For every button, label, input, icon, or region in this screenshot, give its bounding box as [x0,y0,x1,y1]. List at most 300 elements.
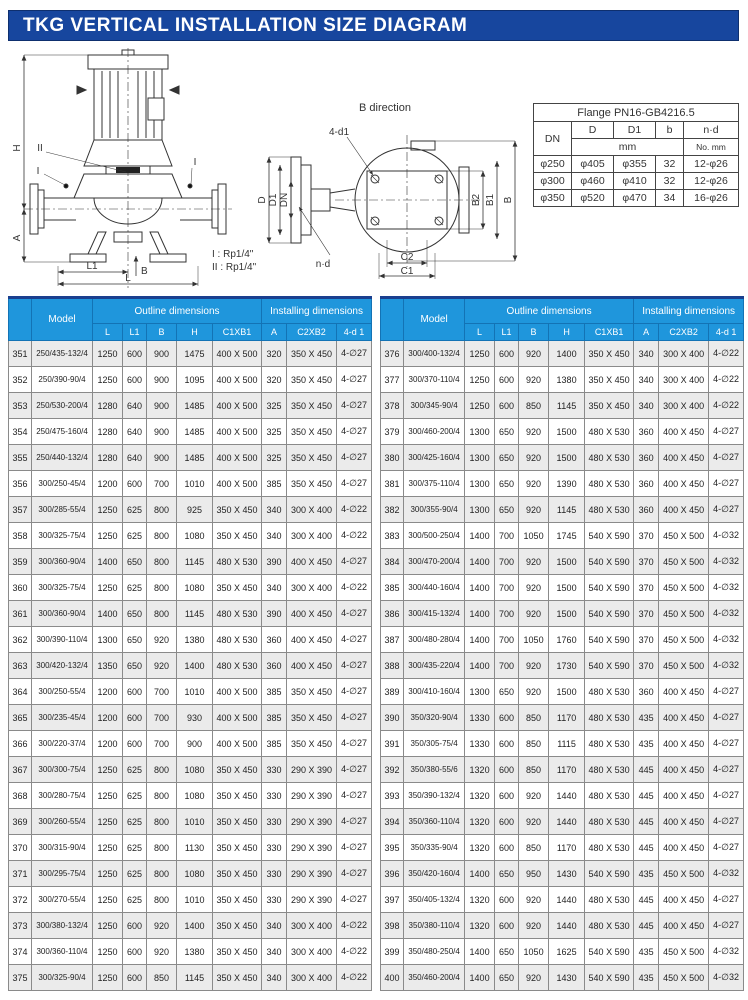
b-cell: 1050 [519,939,549,965]
model-cell: 300/420-132/4 [32,653,93,679]
row-number: 354 [9,419,32,445]
l-cell: 1400 [465,549,495,575]
row-number: 382 [381,497,404,523]
l1-cell: 625 [123,809,147,835]
row-number: 356 [9,471,32,497]
h-cell: 1500 [549,445,585,471]
a-cell: 370 [634,627,659,653]
b-cell: 800 [147,887,177,913]
c1xb1-cell: 350 X 450 [213,913,262,939]
c1xb1-cell: 480 X 530 [585,497,634,523]
l1-cell: 600 [495,705,519,731]
c1xb1-cell: 540 X 590 [585,601,634,627]
c1xb1-cell: 480 X 530 [585,757,634,783]
b-cell: 850 [147,965,177,991]
c2xb2-cell: 450 X 500 [659,575,709,601]
table-row [9,393,372,419]
h-cell: 1485 [177,393,213,419]
c1xb1-cell: 400 X 500 [213,445,262,471]
c1xb1-cell: 480 X 530 [585,471,634,497]
dim-label-L: L [125,273,131,284]
l-cell: 1400 [93,601,123,627]
row-number: 369 [9,809,32,835]
table-row [9,627,372,653]
dim-label-H: H [12,144,23,152]
table-row [381,939,744,965]
c2xb2-cell: 400 X 450 [659,757,709,783]
c2xb2-cell: 300 X 400 [659,341,709,367]
model-cell: 300/345-90/4 [404,393,465,419]
h-cell: 1010 [177,471,213,497]
l1-cell: 625 [123,887,147,913]
dim-label-A: A [12,234,23,242]
bolt-cell: 4-∅22 [709,341,744,367]
h-cell: 1115 [549,731,585,757]
table-row [381,835,744,861]
bolt-cell: 4-∅27 [337,835,372,861]
b-cell: 920 [147,913,177,939]
a-cell: 340 [262,497,287,523]
b-direction-diagram [235,95,535,290]
bolt-cell: 4-∅27 [709,809,744,835]
table-row [381,549,744,575]
c2xb2-cell: 350 X 450 [287,679,337,705]
model-cell: 300/325-75/4 [32,575,93,601]
flange-unit-mm: mm [572,139,684,156]
b-cell: 800 [147,757,177,783]
d-cell: φ405 [572,156,614,173]
bolt-cell: 4-∅27 [337,887,372,913]
l1-cell: 700 [495,627,519,653]
label-B1: B1 [485,193,496,207]
bolt-cell: 4-∅27 [337,783,372,809]
h-cell: 1010 [177,809,213,835]
model-cell: 300/440-160/4 [404,575,465,601]
b-cell: 900 [147,367,177,393]
col-B: B [519,324,549,341]
b-cell: 900 [147,445,177,471]
l-cell: 1400 [465,939,495,965]
c1xb1-cell: 540 X 590 [585,965,634,991]
c1xb1-cell: 350 X 450 [213,757,262,783]
l1-cell: 600 [495,887,519,913]
b-cell: 850 [519,757,549,783]
c2xb2-cell: 400 X 450 [659,887,709,913]
h-cell: 1500 [549,575,585,601]
dim-label-B: B [141,266,148,277]
l-cell: 1400 [465,575,495,601]
flange-table-title: Flange PN16-GB4216.5 [534,104,739,122]
c1xb1-cell: 350 X 450 [213,861,262,887]
table-row [9,965,372,991]
row-number: 379 [381,419,404,445]
a-cell: 325 [262,419,287,445]
table-row [381,471,744,497]
b-cell: 950 [519,861,549,887]
a-cell: 445 [634,913,659,939]
h-cell: 1080 [177,523,213,549]
l-cell: 1250 [93,835,123,861]
l1-cell: 600 [495,913,519,939]
l1-cell: 600 [495,835,519,861]
row-number: 377 [381,367,404,393]
l-cell: 1400 [465,601,495,627]
col-C2XB2: C2XB2 [287,324,337,341]
row-number: 390 [381,705,404,731]
c2xb2-cell: 290 X 390 [287,809,337,835]
row-number: 362 [9,627,32,653]
b-cell: 920 [519,809,549,835]
model-cell: 300/480-280/4 [404,627,465,653]
c2xb2-cell: 350 X 450 [287,341,337,367]
c1xb1-cell: 480 X 530 [585,887,634,913]
l1-cell: 600 [123,965,147,991]
l-cell: 1320 [465,835,495,861]
c1xb1-cell: 350 X 450 [213,887,262,913]
h-cell: 900 [177,731,213,757]
table-row [381,757,744,783]
c2xb2-cell: 400 X 450 [659,783,709,809]
l1-cell: 600 [495,809,519,835]
model-cell: 300/315-90/4 [32,835,93,861]
b-cell: 850 [519,705,549,731]
dn-cell: φ350 [534,190,572,207]
b-cell: 920 [519,887,549,913]
c2xb2-cell: 290 X 390 [287,783,337,809]
b-cell: 700 [147,679,177,705]
l1-cell: 600 [495,393,519,419]
diagram-section [0,45,748,293]
dim-label-L1: L1 [86,261,98,272]
c2xb2-cell: 350 X 450 [287,731,337,757]
c1xb1-cell: 400 X 500 [213,419,262,445]
a-cell: 445 [634,887,659,913]
table-row [381,887,744,913]
a-cell: 360 [634,497,659,523]
l-cell: 1250 [93,497,123,523]
table-row [381,445,744,471]
h-cell: 1380 [177,627,213,653]
model-cell: 300/360-110/4 [32,939,93,965]
model-header: Model [404,298,465,341]
a-cell: 360 [262,653,287,679]
b-cell: 850 [519,393,549,419]
model-cell: 300/500-250/4 [404,523,465,549]
l1-cell: 600 [123,471,147,497]
table-row [534,173,739,190]
l-cell: 1200 [93,679,123,705]
l-cell: 1320 [465,887,495,913]
b-cell: 920 [519,367,549,393]
bolt-cell: 4-∅27 [337,419,372,445]
l-cell: 1320 [465,913,495,939]
l1-cell: 600 [123,731,147,757]
l-cell: 1200 [93,471,123,497]
model-cell: 300/425-160/4 [404,445,465,471]
a-cell: 340 [634,367,659,393]
col-L: L [465,324,495,341]
table-row [381,913,744,939]
row-number: 351 [9,341,32,367]
col-B: B [147,324,177,341]
row-number: 372 [9,887,32,913]
c2xb2-cell: 400 X 450 [659,497,709,523]
a-cell: 435 [634,705,659,731]
flange-col-d: D [572,122,614,139]
h-cell: 1145 [177,965,213,991]
b-cell: 920 [519,497,549,523]
l1-cell: 700 [495,575,519,601]
l1-cell: 600 [123,939,147,965]
row-number: 375 [9,965,32,991]
l-cell: 1250 [93,809,123,835]
l-cell: 1300 [465,445,495,471]
row-number: 385 [381,575,404,601]
l1-cell: 625 [123,783,147,809]
l-cell: 1250 [93,757,123,783]
l1-cell: 650 [495,861,519,887]
a-cell: 340 [262,939,287,965]
b-cell: 850 [519,835,549,861]
c1xb1-cell: 350 X 450 [213,809,262,835]
h-cell: 1475 [177,341,213,367]
table-row [381,679,744,705]
l1-cell: 640 [123,419,147,445]
b-cell: 920 [519,679,549,705]
table-row [381,367,744,393]
c2xb2-cell: 300 X 400 [287,965,337,991]
table-row [9,549,372,575]
nd-cell: 12-φ26 [684,156,739,173]
c1xb1-cell: 480 X 530 [585,705,634,731]
a-cell: 360 [634,679,659,705]
l1-cell: 640 [123,393,147,419]
h-cell: 1500 [549,601,585,627]
l1-cell: 650 [495,939,519,965]
b-direction-title: B direction [359,102,411,114]
a-cell: 370 [634,549,659,575]
row-number: 400 [381,965,404,991]
model-cell: 300/360-90/4 [32,549,93,575]
table-row [9,471,372,497]
col-A: A [634,324,659,341]
h-cell: 1130 [177,835,213,861]
c1xb1-cell: 540 X 590 [585,575,634,601]
col-H: H [549,324,585,341]
bolt-cell: 4-∅32 [709,601,744,627]
dimension-tables [8,296,744,991]
b-cell: 700 [147,471,177,497]
l-cell: 1320 [465,809,495,835]
table-row [381,861,744,887]
table-row [381,523,744,549]
bolt-cell: 4-∅27 [337,757,372,783]
a-cell: 340 [262,575,287,601]
l-cell: 1250 [93,887,123,913]
model-cell: 300/250-45/4 [32,471,93,497]
model-cell: 250/435-132/4 [32,341,93,367]
l-cell: 1400 [465,965,495,991]
col-A: A [262,324,287,341]
bolt-cell: 4-∅27 [337,549,372,575]
h-cell: 1145 [549,393,585,419]
flange-col-b: b [656,122,684,139]
model-cell: 300/280-75/4 [32,783,93,809]
table-row [381,601,744,627]
c2xb2-cell: 400 X 450 [659,445,709,471]
b-cell: 700 [147,731,177,757]
row-number: 394 [381,809,404,835]
a-cell: 385 [262,471,287,497]
label-DN: DN [279,192,290,208]
l1-cell: 700 [495,653,519,679]
row-number: 386 [381,601,404,627]
pump-front-view-diagram [10,48,240,293]
l-cell: 1400 [465,653,495,679]
bolt-cell: 4-∅27 [337,393,372,419]
c1xb1-cell: 480 X 530 [585,731,634,757]
model-cell: 300/390-110/4 [32,627,93,653]
a-cell: 360 [634,419,659,445]
table-row [9,653,372,679]
b-cell: 800 [147,601,177,627]
c1xb1-cell: 350 X 450 [585,367,634,393]
a-cell: 370 [634,575,659,601]
pump-dimension-labels [12,143,196,284]
table-row [9,601,372,627]
l1-cell: 625 [123,497,147,523]
a-cell: 370 [634,523,659,549]
col-L1: L1 [123,324,147,341]
a-cell: 435 [634,861,659,887]
model-header: Model [32,298,93,341]
d-cell: φ460 [572,173,614,190]
c1xb1-cell: 350 X 450 [213,523,262,549]
h-cell: 1430 [549,965,585,991]
bolt-cell: 4-∅32 [709,939,744,965]
model-cell: 300/295-75/4 [32,861,93,887]
model-cell: 300/400-132/4 [404,341,465,367]
model-cell: 350/335-90/4 [404,835,465,861]
bolt-cell: 4-∅22 [709,367,744,393]
row-number: 387 [381,627,404,653]
bolt-cell: 4-∅22 [337,913,372,939]
model-cell: 300/355-90/4 [404,497,465,523]
l-cell: 1250 [93,783,123,809]
h-cell: 1400 [177,913,213,939]
h-cell: 930 [177,705,213,731]
l1-cell: 650 [123,601,147,627]
bolt-cell: 4-∅27 [337,341,372,367]
l1-cell: 650 [495,497,519,523]
h-cell: 1500 [549,549,585,575]
c2xb2-cell: 400 X 450 [659,731,709,757]
bolt-cell: 4-∅22 [337,497,372,523]
b-direction-labels [257,127,514,277]
a-cell: 390 [262,549,287,575]
table-row [9,679,372,705]
b-cell: 920 [147,653,177,679]
model-cell: 300/415-132/4 [404,601,465,627]
bolt-cell: 4-∅32 [709,965,744,991]
note-port-i: I : Rp1/4" [212,249,254,260]
row-number: 376 [381,341,404,367]
c1xb1-cell: 480 X 530 [585,445,634,471]
b-cell: 800 [147,497,177,523]
l-cell: 1300 [465,497,495,523]
a-cell: 330 [262,861,287,887]
l1-cell: 640 [123,445,147,471]
installing-dimensions-header: Installing dimensions [262,298,372,324]
l1-cell: 600 [123,679,147,705]
dimension-table-right [380,296,744,991]
h-cell: 1730 [549,653,585,679]
l-cell: 1400 [465,861,495,887]
model-cell: 350/380-55/6 [404,757,465,783]
model-cell: 300/260-55/4 [32,809,93,835]
c1xb1-cell: 480 X 530 [585,835,634,861]
l-cell: 1300 [465,679,495,705]
c1xb1-cell: 400 X 500 [213,393,262,419]
l-cell: 1250 [465,341,495,367]
a-cell: 385 [262,731,287,757]
row-number: 393 [381,783,404,809]
nd-cell: 12-φ26 [684,173,739,190]
model-cell: 250/440-132/4 [32,445,93,471]
row-number: 366 [9,731,32,757]
flange-col-d1: D1 [614,122,656,139]
a-cell: 385 [262,679,287,705]
l1-cell: 650 [123,549,147,575]
l-cell: 1300 [465,419,495,445]
flange-spec-table [533,103,739,207]
row-number: 370 [9,835,32,861]
l1-cell: 650 [123,653,147,679]
c1xb1-cell: 400 X 500 [213,367,262,393]
model-cell: 300/470-200/4 [404,549,465,575]
dn-cell: φ300 [534,173,572,190]
model-cell: 300/435-220/4 [404,653,465,679]
c2xb2-cell: 300 X 400 [287,575,337,601]
table-row [381,809,744,835]
b-cell: 920 [519,471,549,497]
bolt-cell: 4-∅27 [709,887,744,913]
row-number: 360 [9,575,32,601]
model-cell: 300/410-160/4 [404,679,465,705]
l-cell: 1330 [465,731,495,757]
bolt-cell: 4-∅22 [337,523,372,549]
port-thread-notes [212,248,256,274]
bolt-cell: 4-∅27 [709,471,744,497]
label-D1: D1 [268,193,279,207]
bolt-cell: 4-∅27 [709,679,744,705]
a-cell: 445 [634,835,659,861]
table-row [534,156,739,173]
b-cell: 1050 [519,627,549,653]
model-cell: 250/475-160/4 [32,419,93,445]
col-H: H [177,324,213,341]
row-number: 388 [381,653,404,679]
l-cell: 1250 [93,913,123,939]
row-number: 353 [9,393,32,419]
b-cell: 700 [147,705,177,731]
note-port-ii: II : Rp1/4" [212,262,257,273]
c1xb1-cell: 350 X 450 [213,835,262,861]
c2xb2-cell: 450 X 500 [659,939,709,965]
col-C1XB1: C1XB1 [213,324,262,341]
b-cell: 920 [519,549,549,575]
model-cell: 300/325-75/4 [32,523,93,549]
